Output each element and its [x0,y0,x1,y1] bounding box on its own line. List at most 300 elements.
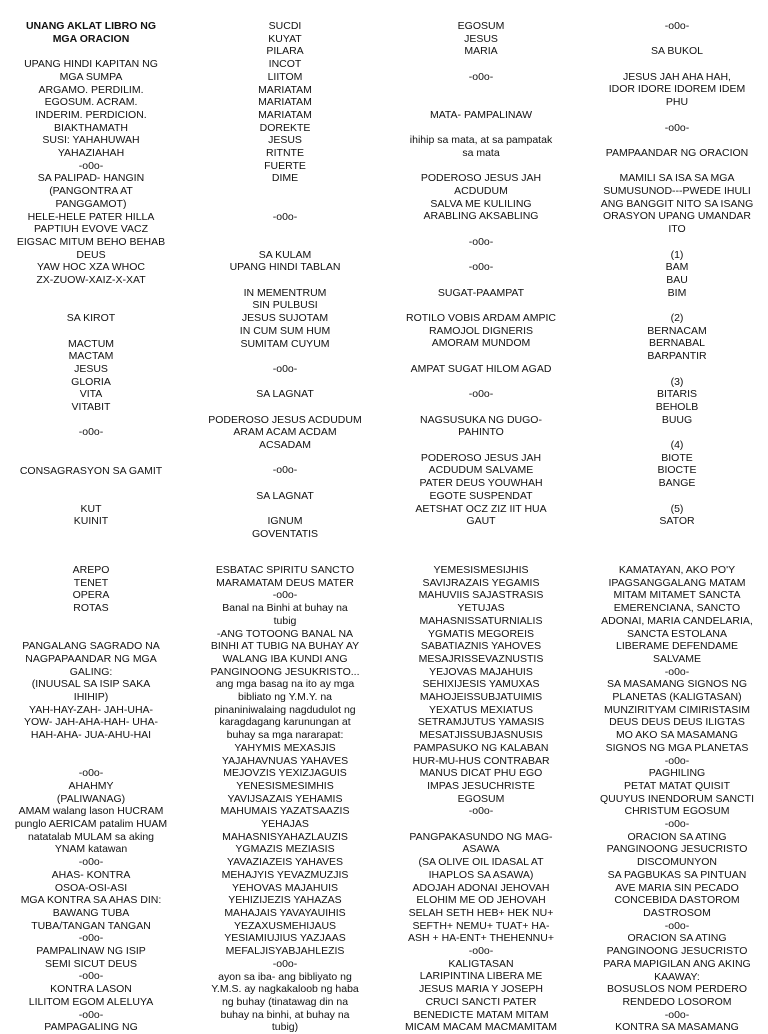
column-4-top [586,20,768,528]
text-line: -ANG TOTOONG BANAL NA [216,627,354,640]
text-line: buhay sa mga nararapat: [226,729,344,742]
text-line: tubig) [271,1021,299,1034]
text-line: ang mga basag na ito ay mga [215,678,355,691]
separator-line: -o0o- [78,856,104,869]
text-line: pinaniniwalaing nagdudulot ng [214,703,356,716]
text-line: SEMI SICUT DEUS [45,957,137,970]
text-line: JESUS SUJOTAM [241,312,329,325]
separator-line: -o0o- [664,121,690,134]
text-line: IGNUM [267,515,303,528]
text-line: BUUG [661,413,693,426]
text-line: tubig [273,614,297,627]
separator-line: -o0o- [664,665,690,678]
text-line: MAHUVIIS SAJASTRASIS [418,589,544,602]
separator-line: -o0o- [664,1008,690,1021]
text-line: BITARIS [656,388,698,401]
blank-line [194,350,376,363]
text-line: MEJOVZIS YEXIZJAGUIS [223,767,347,780]
text-line: YAW HOC XZA WHOC [37,261,145,274]
blank-line [586,134,768,147]
text-line: MITAM MITAMET SANCTA [613,589,741,602]
blank-line [390,249,572,262]
text-line: LIBERAME DEFENDAME [616,640,738,653]
text-line: MEFALJISYABJAHLEZIS [225,945,345,958]
text-line: SANCTA ESTOLANA [627,627,727,640]
text-line: MARIATAM [258,83,312,96]
blank-line [586,490,768,503]
text-line: YAJAHAVNUAS YAHAVES [221,754,349,767]
text-line: YOW- JAH-AHA-HAH- UHA- [24,716,158,729]
separator-line: -o0o- [78,932,104,945]
separator-line: -o0o- [468,70,494,83]
blank-line [194,503,376,516]
text-line: YEHAJAS [261,818,309,831]
text-line: ORACION SA ATING [627,932,727,945]
text-line: SA PAGBUKAS SA PINTUAN [607,868,747,881]
text-line: MUNZIRITYAM CIMIRISTASIM [603,703,751,716]
blank-line [586,33,768,46]
text-line: CHRISTUM EGOSUM [624,805,730,818]
blank-line [0,325,182,338]
text-line: PODEROSO JESUS ACDUDUM [208,413,362,426]
column-3-top [390,20,572,528]
text-line: PARA MAPIGILAN ANG AKING [603,957,751,970]
separator-line: -o0o- [78,970,104,983]
blank-line [390,818,572,831]
blank-line [390,376,572,389]
text-line: YETUJAS [457,602,505,615]
text-line: SA PALIPAD- HANGIN [37,172,145,185]
blank-line [390,274,572,287]
text-line: KUYAT [268,32,302,45]
text-line: BERNABAL [648,337,706,350]
column-2-top [194,20,376,541]
blank-line [194,477,376,490]
text-line: HELE-HELE PATER HILLA [27,210,155,223]
text-line: punglo AERICAM patalim HUAM [14,818,168,830]
text-line: BIAKTHAMATH [54,121,128,134]
text-line: SA LAGNAT [256,388,314,401]
blank-line [390,299,572,312]
text-line: (PANGONTRA AT [49,185,133,198]
text-line: AETSHAT OCZ ZIZ IIT HUA [415,502,547,515]
text-line: MICAM MACAM MACMAMITAM [404,1021,558,1034]
blank-line [586,363,768,376]
separator-line: -o0o- [272,589,298,602]
text-line: BOSUSLOS NOM PERDERO [606,983,748,996]
blank-line [0,439,182,452]
text-line: KALIGTASAN [448,957,514,970]
text-line: YAVIJSAZAIS YEHAMIS [227,792,343,805]
text-line: DIME [271,172,299,185]
text-line: LARIPINTINA LIBERA ME [419,970,543,983]
text-line: PAMPASUKO NG KALABAN [413,741,549,754]
text-line: ANG BANGGIT NITO SA ISANG [600,197,754,210]
text-line: ELOHIM ME OD JEHOVAH [416,894,546,907]
text-line: (1) [670,248,684,261]
text-line: SA KIROT [66,312,116,325]
separator-line: -o0o- [272,210,298,223]
separator-line: -o0o- [272,362,298,375]
text-line: AMAM walang lason HUCRAM [18,805,164,818]
text-line: MAHOJEISSUBJATUIMIS [419,691,543,704]
text-line: PAMPAANDAR NG ORACION [605,146,749,159]
blank-line [0,477,182,490]
text-line: Y.M.S. ay nagkakaloob ng haba [211,983,359,996]
text-line: UNANG AKLAT LIBRO NG [25,20,157,32]
text-line: ACSADAM [259,439,311,452]
text-line: ESBATAC SPIRITU SANCTO [215,564,355,576]
separator-line: -o0o- [272,464,298,477]
text-line: BENEDICTE MATAM MITAM [413,1008,549,1021]
text-line: KONTRA LASON [50,983,132,996]
text-line: WALANG IBA KUNDI ANG [222,652,348,665]
text-line: AHAHMY [68,779,114,792]
text-line: JESUS [74,362,108,375]
text-line: IMPAS JESUCHRISTE [427,779,535,792]
text-line: MAHUMAIS YAZATSAAZIS [220,805,350,818]
text-line: EMERENCIANA, SANCTO [613,602,741,615]
text-line: AMORAM MUNDOM [431,337,531,350]
blank-line [0,45,182,58]
blank-line [194,198,376,211]
text-line: OSOA-OSI-ASI [54,881,128,894]
text-line: SA LAGNAT [256,489,314,502]
text-line: (INUUSAL SA ISIP SAKA [31,678,151,691]
text-line: RAMOJOL DIGNERIS [428,324,534,337]
text-line: ITO [668,223,686,236]
text-line: JESUS JAH AHA HAH, [623,70,731,83]
blank-line [390,223,572,236]
text-line: MGA SUMPA [59,70,123,83]
separator-line: -o0o- [664,754,690,767]
text-line: KAAWAY: [654,970,700,983]
text-line: INDERIM. PERDICION. [35,108,147,121]
text-line: ORACION SA ATING [627,830,727,843]
text-line: EGOSUM [457,792,505,805]
text-line: PODEROSO JESUS JAH [420,172,542,185]
text-line: PAMPALINAW NG ISIP [36,945,146,958]
text-line: UPANG HINDI KAPITAN NG [24,58,158,71]
text-line: SIGNOS NG MGA PLANETAS [605,741,749,754]
text-line: YEHIZIJEZIS YAHAZAS [228,894,342,907]
text-line: DEUS DEUS DEUS ILIGTAS [609,716,745,729]
blank-line [390,84,572,97]
text-line: DISCOMUNYON [637,856,717,869]
text-line: LILITOM EGOM ALELUYA [28,995,154,1008]
blank-line [194,376,376,389]
separator-line: -o0o- [468,805,494,818]
separator-line: -o0o- [78,767,104,780]
text-line: ACDUDUM [454,185,508,198]
text-line: YEXATUS MEXIATUS [428,703,534,716]
text-line: BIOCTE [657,464,697,477]
text-line: YESIAMIUJIUS YAZJAAS [224,932,346,945]
blank-line [390,96,572,109]
text-line: YNAM katawan [54,843,128,856]
text-line: (5) [670,502,684,515]
column-1-bottom [0,564,182,1034]
text-line: KUINIT [73,515,109,528]
text-line: ADONAI, MARIA CANDELARIA, [601,614,753,627]
text-line: YEJOVAS MAJAHUIS [429,665,533,678]
text-line: MGA KONTRA SA AHAS DIN: [20,894,162,907]
text-line: BAWANG TUBA [52,906,130,919]
text-line: Banal na Binhi at buhay na [222,602,348,615]
blank-line [390,160,572,173]
column-2-bottom [194,564,376,1034]
text-line: ROTAS [73,602,109,615]
text-line: KAMATAYAN, AKO PO'Y [618,564,736,576]
text-line: BAM [665,261,689,274]
text-line: SUMITAM CUYUM [240,337,330,350]
text-line: ayon sa iba- ang bibliyato ng [218,970,352,983]
text-line: YGMAZIS MEZIASIS [235,843,335,856]
text-line: MANUS DICAT PHU EGO [419,767,543,780]
text-line: MAHASNISSATURNIALIS [419,614,543,627]
text-line: IHAPLOS SA ASAWA) [428,868,534,881]
text-line: SUSI: YAHAHUWAH [42,134,140,147]
blank-line [194,452,376,465]
text-line: PAPTIUH EVOVE VACZ [34,223,148,236]
text-line: PANGINOONG JESUKRISTO... [210,665,360,678]
text-line: VITA [79,388,103,401]
text-line: QUUYUS INENDORUM SANCTI [599,792,754,805]
text-line: YEMESISMESIJHIS [433,564,529,576]
text-line: (2) [670,312,684,325]
text-line: PODEROSO JESUS JAH [420,451,542,464]
blank-line [194,274,376,287]
blank-line [0,490,182,503]
text-line: SELAH SETH HEB+ HEK NU+ [408,906,554,919]
separator-line: -o0o- [664,20,690,32]
text-line: IN MEMENTRUM [243,286,327,299]
text-line: EGOSUM. ACRAM. [44,96,138,109]
text-line: SEFTH+ NEMU+ TUAT+ HA- [412,919,550,932]
text-line: SA MASAMANG SIGNOS NG [606,678,748,691]
text-line: YAH-HAY-ZAH- JAH-UHA- [28,703,154,716]
text-line: OPERA [72,589,110,602]
text-line: IPAGSANGGALANG MATAM [608,576,746,589]
text-line: EGOTE SUSPENDAT [429,489,533,502]
text-line: (PALIWANAG) [56,792,126,805]
column-1-top [0,20,182,528]
text-line: BINHI AT TUBIG NA BUHAY AY [210,640,360,653]
text-line: bibliato ng Y.M.Y. na [238,691,332,704]
blank-line [586,299,768,312]
text-line: YEZAXUSMEHIJAUS [233,919,337,932]
text-line: NAGSUSUKA NG DUGO- [420,413,542,426]
text-line: karagdagang karunungan at [219,716,351,729]
blank-line [0,615,182,628]
text-line: ARGAMO. PERDILIM. [38,83,144,96]
blank-line [390,401,572,414]
text-line: AVE MARIA SIN PECADO [615,881,739,894]
text-line: PHU [665,96,689,109]
text-line: ihihip sa mata, at sa pampatak [409,134,553,147]
text-line: SABATIAZNIS YAHOVES [420,640,542,653]
text-line: GALING: [69,665,113,678]
text-line: ROTILO VOBIS ARDAM AMPIC [406,312,556,325]
text-line: GAUT [466,515,496,528]
text-line: EGOSUM [457,20,505,32]
text-line: PANGINOONG JESUCRISTO [606,945,748,958]
blank-line [390,439,572,452]
blank-line [586,58,768,71]
text-line: BANGE [658,477,696,490]
blank-line [586,426,768,439]
column-4-bottom [586,564,768,1034]
text-line: BARPANTIR [647,350,707,363]
text-line: MO AKO SA MASAMANG [616,729,738,742]
text-line: FUERTE [264,159,306,172]
text-line: ng buhay (tinatawag din na [221,995,349,1008]
blank-line [586,236,768,249]
separator-line: -o0o- [468,261,494,274]
text-line: sa mata [462,146,500,159]
text-line: MARIATAM [258,108,312,121]
text-line: SALVAME [652,652,702,665]
text-line: LIITOM [267,70,303,83]
separator-line: -o0o- [272,957,298,970]
blank-line [0,414,182,427]
text-line: ADOJAH ADONAI JEHOVAH [412,881,550,894]
text-line: YAHYMIS MEXASJIS [234,741,336,754]
text-line: EIGSAC MITUM BEHO BEHAB [16,235,166,248]
text-line: YAVAZIAZEIS YAHAVES [226,856,344,869]
text-line: RITNTE [266,147,304,160]
text-line: JESUS MARIA Y JOSEPH [419,983,543,996]
text-line: MACTAM [68,350,114,363]
text-line: ACDUDUM SALVAME [428,464,534,477]
text-line: natatalab MULAM sa aking [27,830,155,843]
text-line: DASTROSOM [643,906,711,919]
text-line: VITABIT [71,401,111,414]
text-line: PLANETAS (KALIGTASAN) [612,691,742,704]
text-line: MAHAJAIS YAVAYAUIHIS [224,906,346,919]
blank-line [0,755,182,768]
blank-line [194,401,376,414]
text-line: SA KULAM [258,248,312,261]
blank-line [194,236,376,249]
text-line: MARIA [464,45,498,58]
blank-line [0,628,182,641]
blank-line [0,287,182,300]
text-line: YEHOVAS MAJAHUIS [232,881,338,894]
text-line: PETAT MATAT QUISIT [624,779,730,792]
text-line: BAU [666,273,688,286]
text-line: PANGINOONG JESUCRISTO [606,843,748,856]
text-line: GLORIA [71,375,111,388]
text-line: MARIATAM [258,96,312,109]
separator-line: -o0o- [468,235,494,248]
separator-line: -o0o- [468,388,494,401]
text-line: MESAJRISSEVAZNUSTIS [418,652,544,665]
text-line: ASH + HA-ENT+ THEHENNU+ [408,932,554,945]
text-line: SUGAT-PAAMPAT [437,286,525,299]
separator-line: -o0o- [664,919,690,932]
text-line: GOVENTATIS [251,527,319,540]
separator-line: -o0o- [664,818,690,831]
blank-line [0,742,182,755]
text-line: BIOTE [661,451,693,464]
text-line: YENESISMESIMHIS [236,779,334,792]
text-line: MESATJISSUBJASNUSIS [419,729,543,742]
text-line: MARAMATAM DEUS MATER [216,576,354,589]
text-line: CRUCI SANCTI PATER [425,995,537,1008]
text-line: (3) [670,375,684,388]
text-line: SALVA ME KULILING [430,197,532,210]
blank-line [194,185,376,198]
text-line: TUBA/TANGAN TANGAN [31,919,151,932]
separator-line: -o0o- [78,426,104,439]
text-line: ASAWA [462,843,500,856]
blank-line [586,160,768,173]
text-line: BIM [667,286,687,299]
text-line: TENET [73,576,109,589]
text-line: AMPAT SUGAT HILOM AGAD [410,362,552,375]
text-line: INCOT [268,58,302,71]
text-line: SATOR [659,515,695,528]
text-line: PANGPAKASUNDO NG MAG- [409,830,553,843]
text-line: HUR-MU-HUS CONTRABAR [412,754,550,767]
text-line: MAHASNISYAHAZLAUZIS [222,830,348,843]
text-line: AHAS- KONTRA [51,868,131,881]
text-line: CONCEBIDA DASTOROM [614,894,740,907]
text-line: SIN PULBUSI [252,299,318,312]
text-line: (4) [670,439,684,452]
text-line: PAHINTO [458,426,504,439]
text-line: MGA ORACION [52,32,130,45]
column-3-bottom [390,564,572,1034]
blank-line [390,58,572,71]
text-line: PAGHILING [648,767,706,780]
text-line: UPANG HINDI TABLAN [229,261,341,274]
text-line: SEHIXIJESIS YAMUXAS [422,678,540,691]
text-line: YGMATIS MEGOREIS [428,627,534,640]
text-line: SETRAMJUTUS YAMASIS [417,716,545,729]
text-line: IHIHIP) [73,691,109,703]
text-line: KONTRA SA MASAMANG [615,1021,739,1034]
text-line: MACTUM [67,337,115,350]
text-line: BEHOLB [655,400,699,413]
text-line: PANGALANG SAGRADO NA [22,640,160,653]
blank-line [390,122,572,135]
text-line: MATA- PAMPALINAW [429,108,533,121]
text-line: HAH-AHA- JUA-AHU-HAI [30,729,152,742]
blank-line [0,299,182,312]
blank-line [0,452,182,465]
text-line: SUMUSUNOD---PWEDE IHULI [603,185,751,198]
separator-line: -o0o- [78,159,104,172]
text-line: RENDEDO LOSOROM [622,995,732,1008]
text-line: JESUS [464,32,498,45]
text-line: CONSAGRASYON SA GAMIT [19,464,163,477]
text-line: MAMILI SA ISA SA MGA [619,172,735,185]
text-line: PAMPAGALING NG [44,1021,138,1034]
text-line: ARABLING AKSABLING [423,210,539,223]
text-line: ZX-ZUOW-XAIZ-X-XAT [36,274,146,287]
text-line: NAGPAPAANDAR NG MGA [25,652,157,665]
separator-line: -o0o- [78,1008,104,1021]
text-line: ORASYON UPANG UMANDAR [603,210,751,223]
text-line: AREPO [72,564,110,576]
blank-line [586,109,768,122]
text-line: JESUS [268,134,302,147]
text-line: DOREKTE [259,121,311,134]
text-line: IDOR IDORE IDOREM IDEM [608,83,746,96]
text-line: PATER DEUS YOUWHAH [419,477,543,490]
